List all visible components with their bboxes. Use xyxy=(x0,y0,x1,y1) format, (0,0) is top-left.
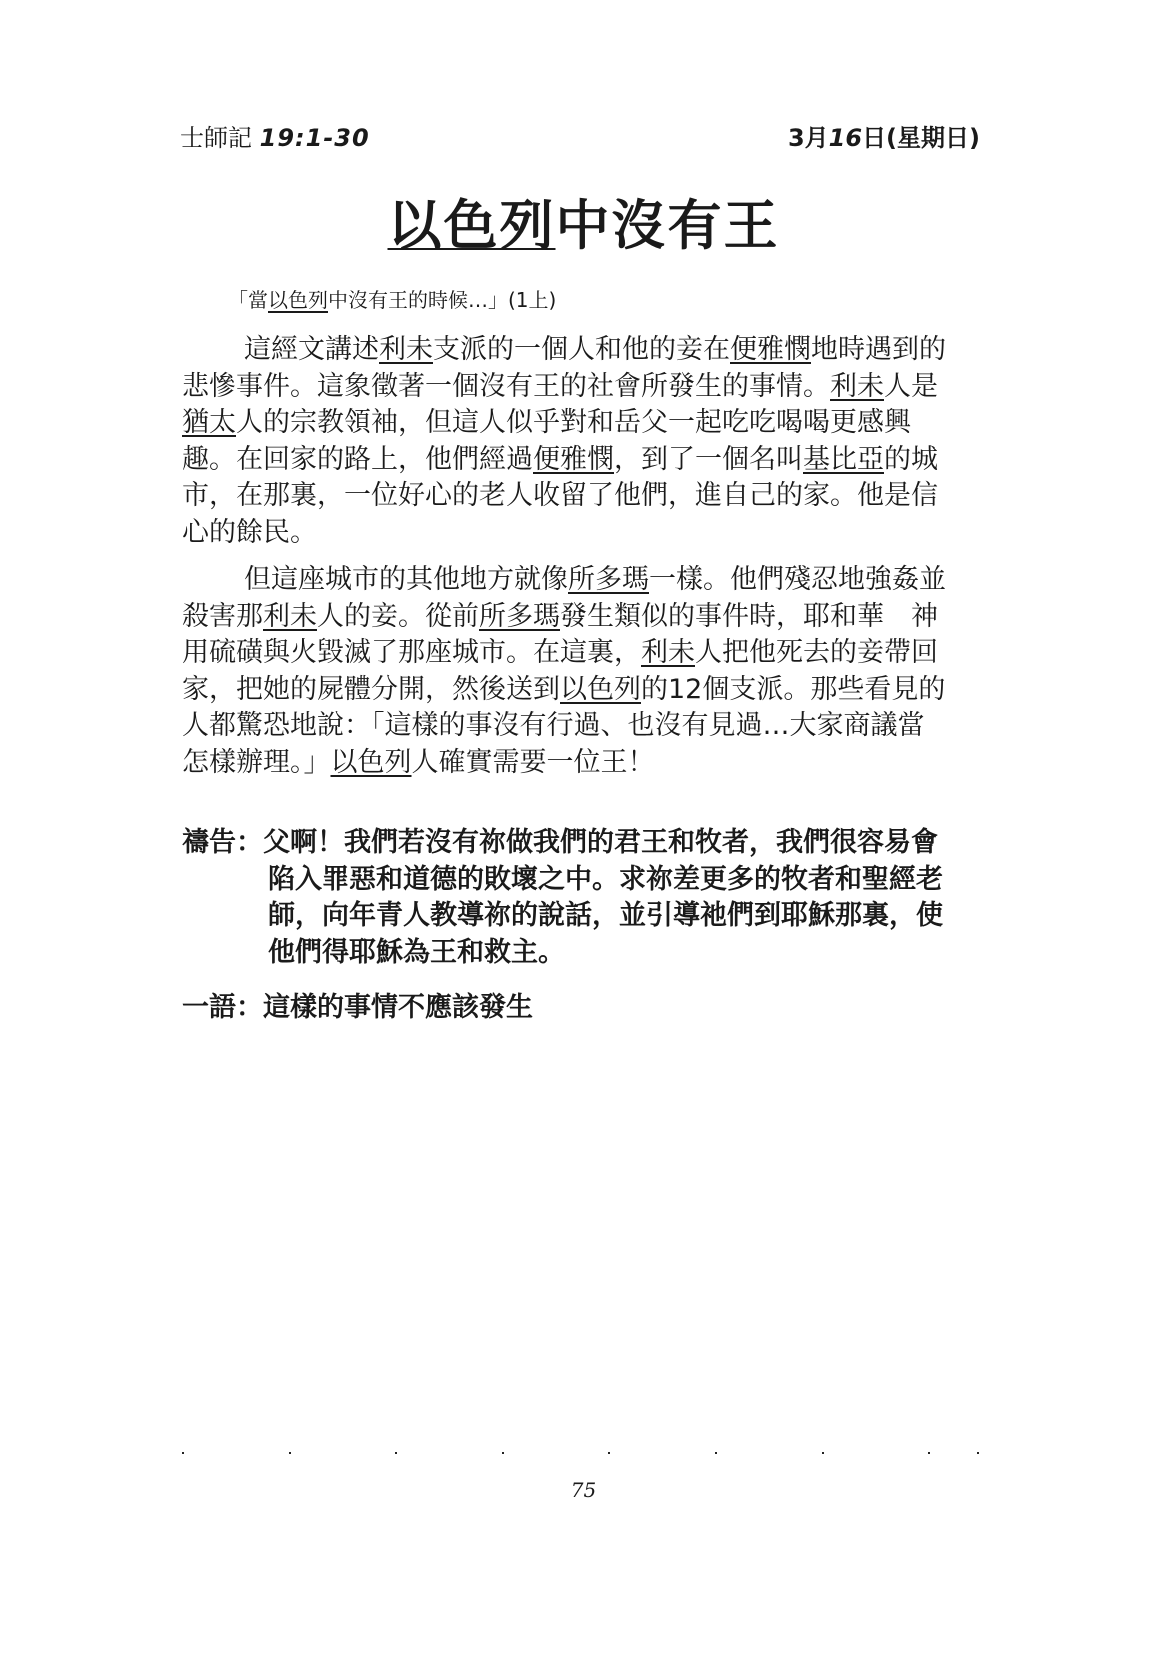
paragraph-2 xyxy=(182,562,982,781)
paragraph-1 xyxy=(182,332,982,551)
underlined-name: 利未 xyxy=(830,370,884,402)
underlined-name: 所多瑪 xyxy=(568,564,649,595)
page-header xyxy=(180,118,990,154)
page-number: 75 xyxy=(570,1478,597,1502)
paragraph-1-line xyxy=(182,405,982,442)
key-verse-quote xyxy=(228,284,556,313)
devotional-date xyxy=(788,118,980,153)
text-segment: 趣。在回家的路上，他們經過 xyxy=(182,443,533,475)
prayer-line: 師，向年青人教導祢的說話，並引導祂們到耶穌那裏，使 xyxy=(268,900,943,931)
quote-underlined: 以色列 xyxy=(268,288,328,312)
scripture-reference xyxy=(180,118,370,153)
text-segment: 一樣。他們殘忍地強姦並 xyxy=(649,564,946,595)
underlined-name: 基比亞 xyxy=(803,443,884,475)
text-segment: ，到了一個名叫 xyxy=(614,443,803,475)
quote-open: 「當 xyxy=(228,288,268,312)
paragraph-2-line xyxy=(182,635,982,672)
text-segment: 人的宗教領袖，但這人似乎對和岳父一起吃吃喝喝更感興 xyxy=(236,407,911,438)
title-underlined: 以色列 xyxy=(387,194,556,257)
paragraph-1-line xyxy=(182,369,982,406)
text-segment: 用硫磺與火毀滅了那座城市。在這裏， xyxy=(182,637,641,668)
footer-dot xyxy=(502,1452,504,1454)
quote-rest: 中沒有王的時候…」(1上) xyxy=(328,288,557,312)
date-month: 3月 xyxy=(787,124,829,152)
book-name: 士師記 xyxy=(180,124,252,152)
date-weekday: 日(星期日) xyxy=(862,124,980,152)
footer-dot xyxy=(608,1452,610,1454)
date-day: 16 xyxy=(828,124,863,152)
underlined-name: 以色列 xyxy=(560,673,641,705)
text-segment: 心的餘民。 xyxy=(182,516,317,548)
verse-range: 19:1-30 xyxy=(259,124,370,152)
page-title xyxy=(0,183,1167,260)
prayer-line: 陷入罪惡和道德的敗壞之中。求祢差更多的牧者和聖經老 xyxy=(268,863,943,895)
text-segment: 地時遇到的 xyxy=(811,334,946,365)
paragraph-2-line xyxy=(182,672,982,709)
underlined-name: 利未 xyxy=(379,334,433,365)
text-segment: 怎樣辦理。」 xyxy=(182,746,331,778)
text-segment: 支派的一個人和他的妾在 xyxy=(433,334,730,365)
one-word-summary: 一語：這樣的事情不應該發生 xyxy=(182,992,533,1023)
paragraph-1-line xyxy=(182,515,982,552)
text-segment: 的城 xyxy=(884,443,938,475)
footer-dot xyxy=(182,1452,184,1454)
paragraph-1-line xyxy=(182,332,982,369)
underlined-name: 所多瑪 xyxy=(479,600,560,632)
text-segment: 人確實需要一位王！ xyxy=(411,746,655,778)
title-rest: 中沒有王 xyxy=(555,194,780,257)
text-segment: 悲慘事件。這象徵著一個沒有王的社會所發生的事情。 xyxy=(182,370,830,402)
footer-dotted-rule xyxy=(182,1452,982,1462)
footer-dot xyxy=(928,1452,930,1454)
text-segment: 發生類似的事件時，耶和華 神 xyxy=(560,600,938,632)
text-segment: 這經文講述 xyxy=(244,334,379,365)
text-segment: 家，把她的屍體分開，然後送到 xyxy=(182,673,560,705)
text-segment: 人把他死去的妾帶回 xyxy=(695,637,938,668)
footer-dot xyxy=(977,1452,979,1454)
footer-dot xyxy=(822,1452,824,1454)
footer-dot xyxy=(289,1452,291,1454)
footer-dot xyxy=(715,1452,717,1454)
prayer-line: 他們得耶穌為王和救主。 xyxy=(268,936,565,968)
text-segment: 人都驚恐地說：「這樣的事沒有行過、也沒有見過…大家商議當 xyxy=(182,710,925,741)
paragraph-2-line xyxy=(182,562,982,599)
prayer-section xyxy=(182,825,982,971)
text-segment: 市，在那裏，一位好心的老人收留了他們，進自己的家。他是信 xyxy=(182,480,938,511)
text-segment: 人是 xyxy=(884,370,938,402)
underlined-name: 猶太 xyxy=(182,407,236,438)
footer-dot xyxy=(395,1452,397,1454)
prayer-line: 禱告：父啊！我們若沒有祢做我們的君王和牧者，我們很容易會 xyxy=(182,827,938,858)
paragraph-1-line xyxy=(182,442,982,479)
underlined-name: 利未 xyxy=(641,637,695,668)
text-segment: 但這座城市的其他地方就像 xyxy=(244,564,568,595)
underlined-name: 便雅憫 xyxy=(730,334,811,365)
underlined-name: 利未 xyxy=(263,600,317,632)
paragraph-2-line xyxy=(182,708,982,745)
text-segment: 的12個支派。那些看見的 xyxy=(641,673,946,705)
paragraph-1-line xyxy=(182,478,982,515)
text-segment: 人的妾。從前 xyxy=(317,600,479,632)
underlined-name: 便雅憫 xyxy=(533,443,614,475)
text-segment: 殺害那 xyxy=(182,600,263,632)
paragraph-2-line xyxy=(182,745,982,782)
underlined-name: 以色列 xyxy=(330,746,412,778)
paragraph-2-line xyxy=(182,599,982,636)
